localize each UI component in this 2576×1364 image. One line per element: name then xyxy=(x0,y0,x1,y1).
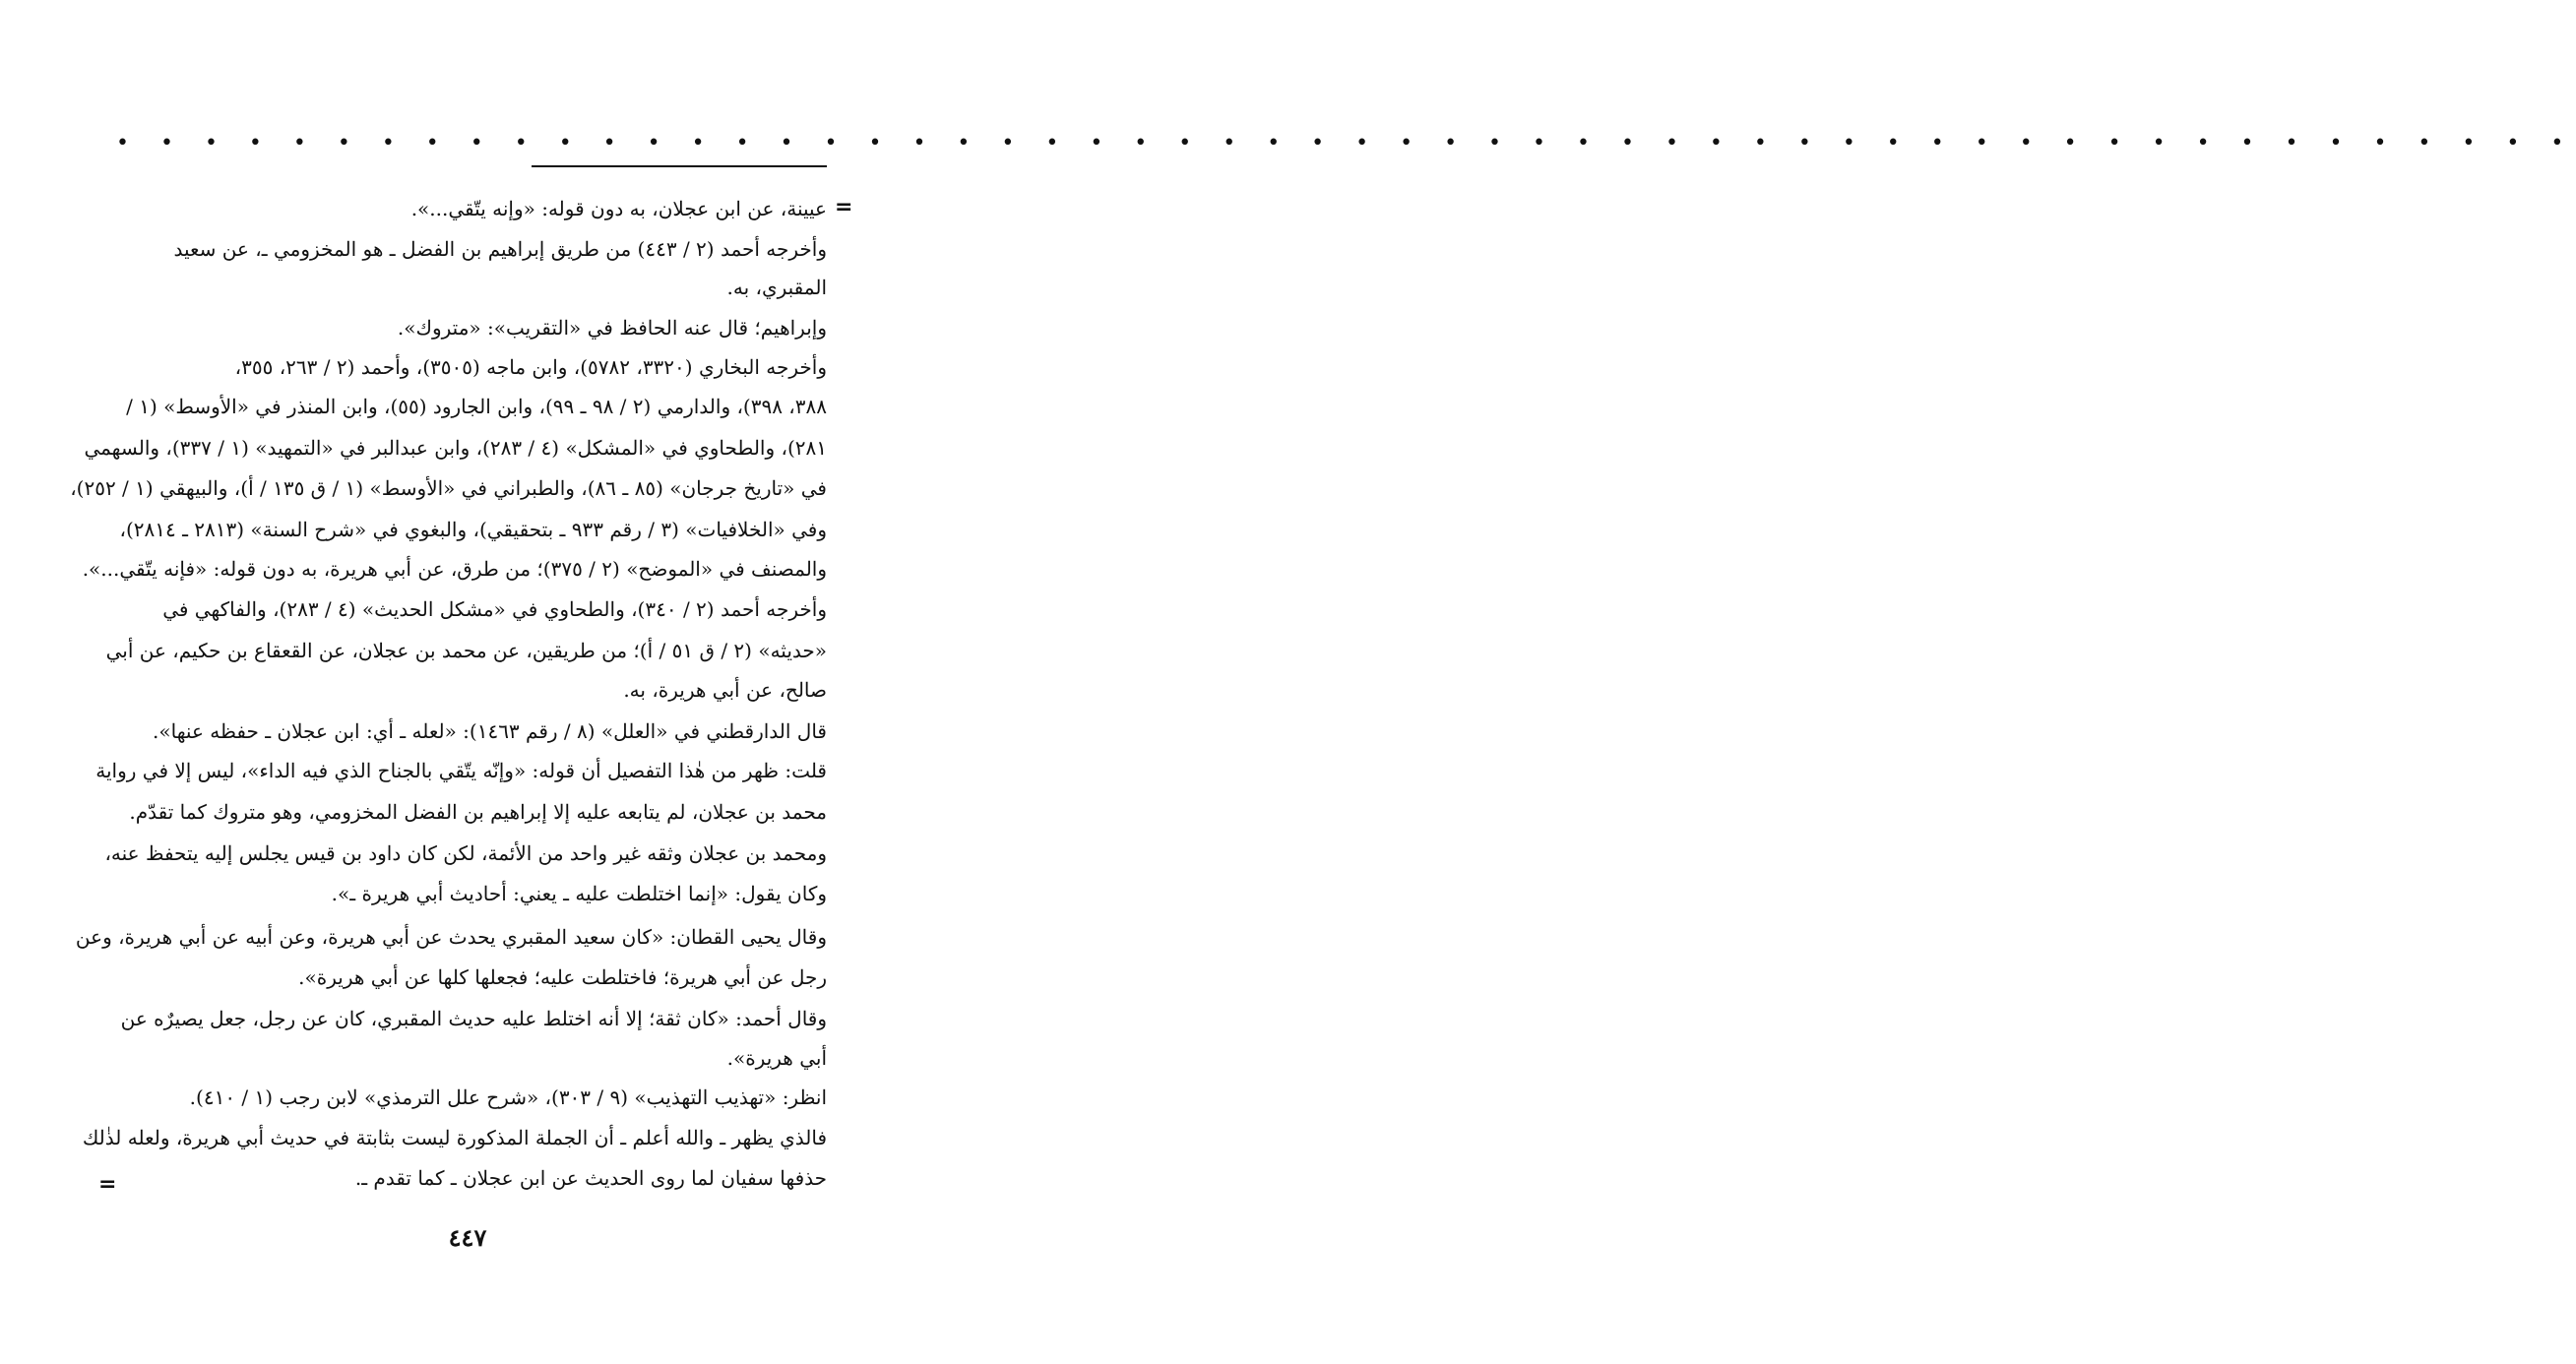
footnote-line: صالح، عن أبي هريرة، به. xyxy=(623,678,827,702)
footnote-line: وقال أحمد: «كان ثقة؛ إلا أنه اختلط عليه حديث المقبري، كان عن رجل، جعل يصيرٌه عن xyxy=(120,1007,827,1030)
footnote-line: عيينة، عن ابن عجلان، به دون قوله: «وإنه يتّقي...». xyxy=(410,197,827,220)
footnote-line: ٢٨١)، والطحاوي في «المشكل» (٤ / ٢٨٣)، وابن عبدالبر في «التمهيد» (١ / ٣٣٧)، والسهمي xyxy=(84,436,827,460)
footnote-line: وقال يحيى القطان: «كان سعيد المقبري يحدث عن أبي هريرة، وعن أبيه عن أبي هريرة، وعن xyxy=(75,925,827,949)
footnote-line: وأخرجه أحمد (٢ / ٤٤٣) من طريق إبراهيم بن الفضل ـ هو المخزومي ـ، عن سعيد xyxy=(173,237,827,261)
footnote-line: أبي هريرة». xyxy=(726,1046,827,1070)
footnote-line: فالذي يظهر ـ والله أعلم ـ أن الجملة المذكورة ليست بثابتة في حديث أبي هريرة، ولعله لذٰلك xyxy=(82,1126,827,1149)
footnote-line: وإبراهيم؛ قال عنه الحافظ في «التقريب»: «متروك». xyxy=(397,316,827,340)
footnote-line: محمد بن عجلان، لم يتابعه عليه إلا إبراهيم بن الفضل المخزومي، وهو متروك كما تقدّم. xyxy=(129,800,827,824)
footnote-line: وفي «الخلافيات» (٣ / رقم ٩٣٣ ـ بتحقيقي)، والبغوي في «شرح السنة» (٢٨١٣ ـ ٢٨١٤)، xyxy=(119,518,827,541)
footnote-line: والمصنف في «الموضح» (٢ / ٣٧٥)؛ من طرق، عن أبي هريرة، به دون قوله: «فإنه يتّقي...». xyxy=(82,557,827,581)
footnote-dots-separator: • • • • • • • • • • • • • • • • • • • • • • • • • • • • • • • • • • • • • • • • • • • • • • • • • • • • • • • • xyxy=(116,131,2576,155)
footnote-line: ومحمد بن عجلان وثقه غير واحد من الأئمة، لكن كان داود بن قيس يجلس إليه يتحفظ عنه، xyxy=(104,841,827,865)
footnote-line: وأخرجه أحمد (٢ / ٣٤٠)، والطحاوي في «مشكل الحديث» (٤ / ٢٨٣)، والفاكهي في xyxy=(162,597,827,621)
footnote-line: في «تاريخ جرجان» (٨٥ ـ ٨٦)، والطبراني في «الأوسط» (١ / ق ١٣٥ / أ)، والبيهقي (١ / ٢٥٢)، xyxy=(70,476,827,500)
footnote-line: حذفها سفيان لما روى الحديث عن ابن عجلان ـ كما تقدم ـ. xyxy=(354,1166,827,1190)
page-number: ٤٤٧ xyxy=(448,1223,487,1252)
footnote-rule xyxy=(532,165,827,167)
continuation-mark-top: = xyxy=(835,195,853,219)
footnote-line: وأخرجه البخاري (٣٣٢٠، ٥٧٨٢)، وابن ماجه (٣٥٠٥)، وأحمد (٢ / ٢٦٣، ٣٥٥، xyxy=(234,355,827,379)
footnote-line: قال الدارقطني في «العلل» (٨ / رقم ١٤٦٣): «لعله ـ أي: ابن عجلان ـ حفظه عنها». xyxy=(153,719,827,743)
footnote-line: المقبري، به. xyxy=(726,276,827,299)
footnote-line: رجل عن أبي هريرة؛ فاختلطت عليه؛ فجعلها كلها عن أبي هريرة». xyxy=(298,965,827,989)
footnote-line: قلت: ظهر من هٰذا التفصيل أن قوله: «وإنّه يتّقي بالجناح الذي فيه الداء»، ليس إلا في رواية xyxy=(95,759,827,782)
footnote-line: ٣٨٨، ٣٩٨)، والدارمي (٢ / ٩٨ ـ ٩٩)، وابن الجارود (٥٥)، وابن المنذر في «الأوسط» (١ / xyxy=(126,395,827,418)
footnote-line: «حديثه» (٢ / ق ٥١ / أ)؛ من طريقين، عن محمد بن عجلان، عن القعقاع بن حكيم، عن أبي xyxy=(105,639,827,662)
continuation-mark-bottom: = xyxy=(98,1172,117,1197)
footnote-line: انظر: «تهذيب التهذيب» (٩ / ٣٠٣)، «شرح علل الترمذي» لابن رجب (١ / ٤١٠). xyxy=(189,1085,827,1109)
footnote-line: وكان يقول: «إنما اختلطت عليه ـ يعني: أحاديث أبي هريرة ـ». xyxy=(331,882,827,905)
